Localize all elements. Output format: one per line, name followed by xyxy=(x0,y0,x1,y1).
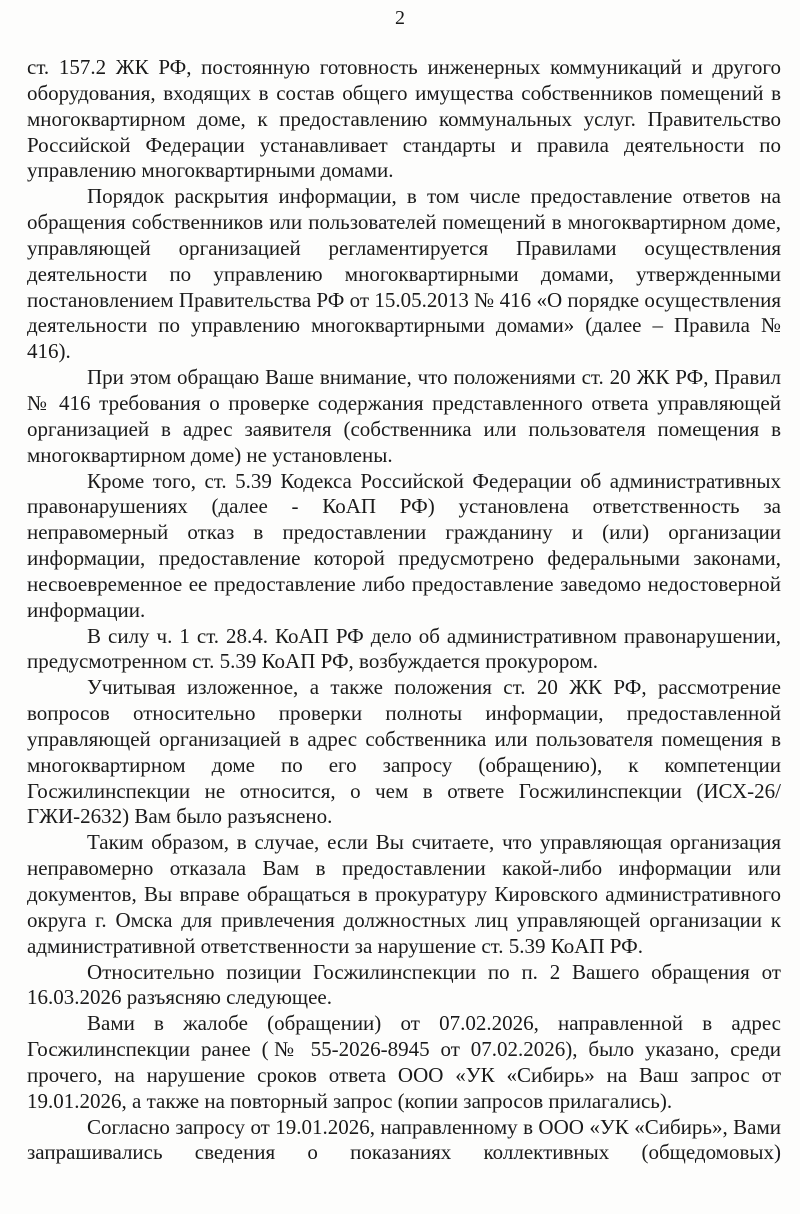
paragraph-8: Относительно позиции Госжилинспекции по п. 2 Вашего обращения от 16.03.2026 разъясняю следующее. xyxy=(27,959,781,1010)
paragraph-6: Учитывая изложенное, а также положения ст. 20 ЖК РФ, рассмотрение вопросов относительно проверки полноты информации, предоставленной управляющей организацией в адрес собственника или пользователя помещения в многоквартирном доме по его запросу (обращению), к компетенции Госжилинспекции не относится, о чем в ответе Госжилинспекции (ИСХ-26/ГЖИ-2632) Вам было разъяснено. xyxy=(27,675,781,829)
paragraph-10: Согласно запросу от 19.01.2026, направленному в ООО «УК «Сибирь», Вами запрашивались сведения о показаниях коллективных (общедомовых) xyxy=(27,1114,781,1165)
paragraph-3: При этом обращаю Ваше внимание, что положениями ст. 20 ЖК РФ, Правил № 416 требования о проверке содержания представленного ответа управляющей организацией в адрес заявителя (собственника или пользователя помещения в многоквартирном доме) не установлены. xyxy=(27,365,781,467)
paragraph-9: Вами в жалобе (обращении) от 07.02.2026, направленной в адрес Госжилинспекции ранее (№ 55-2026-8945 от 07.02.2026), было указано, среди прочего, на нарушение сроков ответа ООО «УК «Сибирь» на Ваш запрос от 19.01.2026, а также на повторный запрос (копии запросов прилагались). xyxy=(27,1011,781,1113)
paragraph-5: В силу ч. 1 ст. 28.4. КоАП РФ дело об административном правонарушении, предусмотренном ст. 5.39 КоАП РФ, возбуждается прокурором. xyxy=(27,623,781,674)
paragraph-4: Кроме того, ст. 5.39 Кодекса Российской Федерации об административных правонарушениях (далее - КоАП РФ) установлена ответственность за неправомерный отказ в предоставлении гражданину и (или) организации информации, предоставление которой предусмотрено федеральными законами, несвоевременное ее предоставление либо предоставление заведомо недостоверной информации. xyxy=(27,468,781,622)
paragraph-1: ст. 157.2 ЖК РФ, постоянную готовность инженерных коммуникаций и другого оборудования, входящих в состав общего имущества собственников помещений в многоквартирном доме, к предоставлению коммунальных услуг. Правительство Российской Федерации устанавливает стандарты и правила деятельности по управлению многоквартирными домами. xyxy=(27,55,781,183)
paragraph-7: Таким образом, в случае, если Вы считаете, что управляющая организация неправомерно отказала Вам в предоставлении какой-либо информации или документов, Вы вправе обращаться в прокуратуру Кировского административного округа г. Омска для привлечения должностных лиц управляющей организации к административной ответственности за нарушение ст. 5.39 КоАП РФ. xyxy=(27,830,781,958)
paragraph-2: Порядок раскрытия информации, в том числе предоставление ответов на обращения собственников или пользователей помещений в многоквартирном доме, управляющей организацией регламентируется Правилами осуществления деятельности по управлению многоквартирными домами, утвержденными постановлением Правительства РФ от 15.05.2013 № 416 «О порядке осуществления деятельности по управлению многоквартирными домами» (далее – Правила № 416). xyxy=(27,184,781,364)
page-number: 2 xyxy=(395,7,405,29)
letter-body xyxy=(27,55,781,1166)
